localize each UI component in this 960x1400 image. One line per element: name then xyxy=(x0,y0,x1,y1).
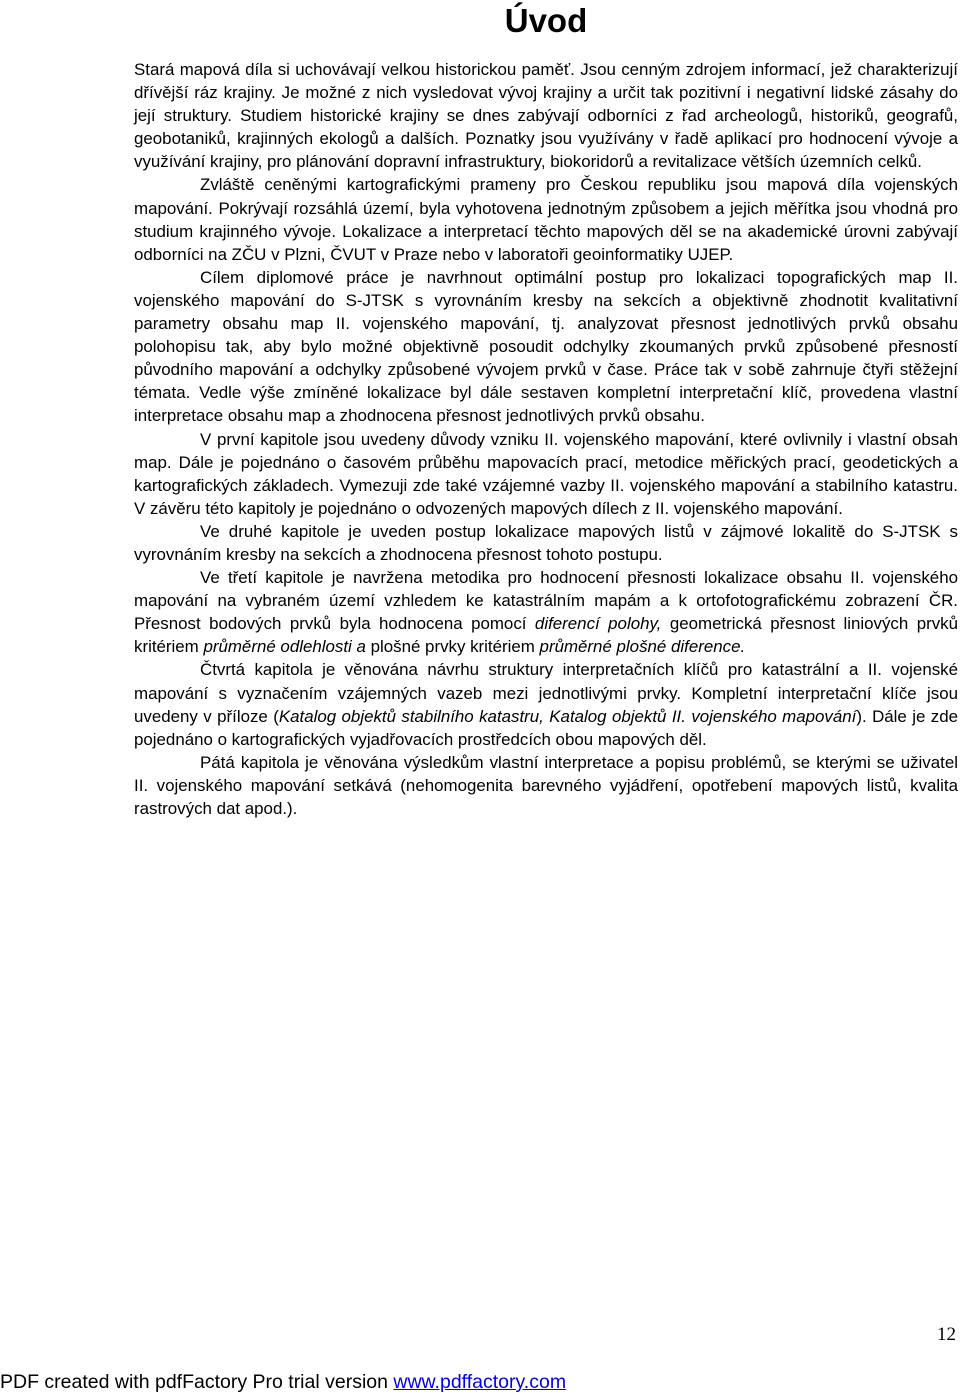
italic-text: průměrné plošné diference. xyxy=(539,637,746,657)
paragraph xyxy=(134,658,958,750)
text-run: ). Dále je zde pojednáno o kartografických vyjadřovacích prostředcích obou mapových děl. xyxy=(134,706,958,749)
text-run: V první kapitole jsou uvedeny důvody vzniku II. vojenského mapování, které ovlivnily i vlastní obsah map. Dále je pojednáno o časovém průběhu mapovacích prací, metodice měřických prací, geodetických a kartografických základech. Vymezuji zde také vzájemné vazby II. vojenského mapování a stabilního katastru. V závěru této kapitoly je pojednáno o odvozených mapových dílech z II. vojenského mapování. xyxy=(134,429,958,518)
paragraph xyxy=(134,173,958,265)
footer-text: PDF created with pdfFactory Pro trial version xyxy=(0,1371,394,1393)
paragraph xyxy=(134,428,958,520)
text-run: Stará mapová díla si uchovávají velkou historickou paměť. Jsou cenným zdrojem informací, jež charakterizují dřívější ráz krajiny. Je možné z nich vysledovat vývoj krajiny a určit tak pozitivní i negativní lidské zásahy do její struktury. Studiem historické krajiny se dnes zabývají odborníci z řad archeologů, historiků, geografů, geobotaniků, krajinných ekologů a dalších. Poznatky jsou využívány v řadě aplikací pro hodnocení vývoje a využívání krajiny, pro plánování dopravní infrastruktury, biokoridorů a revitalizace větších územních celků. xyxy=(134,60,958,172)
paragraph xyxy=(134,566,958,658)
text-run: Ve třetí kapitole je navržena metodika pro hodnocení přesnosti lokalizace obsahu II. vojenského mapování na vybraném území vzhledem ke katastrálním mapám a k ortofotografickému zobrazení ČR. Přesnost bodových prvků byla hodnocena pomocí xyxy=(134,568,958,634)
text-run: Ve druhé kapitole je uveden postup lokalizace mapových listů v zájmové lokalitě do S-JTSK s vyrovnáním kresby na sekcích a zhodnocena přesnost tohoto postupu. xyxy=(134,521,958,564)
text-run: geometrická přesnost liniových prvků kritériem xyxy=(134,614,959,657)
text-run: Cílem diplomové práce je navrhnout optimální postup pro lokalizaci topografických map II. vojenského mapování do S-JTSK s vyrovnáním kresby na sekcích a objektivně zhodnotit kvalitativní parametry obsahu map II. vojenského mapování, tj. analyzovat přesnost jednotlivých prvků obsahu polohopisu tak, aby bylo možné objektivně posoudit odchylky zkoumaných prvků způsobené přesností původního mapování a odchylky způsobené vývojem prvků v čase. Práce tak v sobě zahrnuje čtyři stěžejní témata. Vedle výše zmíněné lokalizace byl dále sestaven kompletní interpretační klíč, provedena vlastní interpretace obsahu map a zhodnocena přesnost jednotlivých prvků obsahu. xyxy=(134,267,958,426)
footer-link[interactable]: www.pdffactory.com xyxy=(393,1371,567,1393)
paragraph xyxy=(134,520,958,566)
document-body xyxy=(134,58,958,820)
paragraph xyxy=(134,266,958,428)
page-number: 12 xyxy=(937,1324,956,1345)
text-run: Čtvrtá kapitola je věnována návrhu struktury interpretačních klíčů pro katastrální a II. vojenské mapování s vyznačením vzájemných vazeb mezi jednotlivými prvky. Kompletní interpretační klíče jsou uvedeny v příloze ( xyxy=(134,660,958,726)
paragraph xyxy=(134,58,958,173)
text-run: Zvláště ceněnými kartografickými prameny pro Českou republiku jsou mapová díla vojenských mapování. Pokrývají rozsáhlá území, byla vyhotovena jednotným způsobem a jejich měřítka jsou vhodná pro studium krajinného vývoje. Lokalizace a interpretací těchto mapových děl se na akademické úrovni zabývají odborníci na ZČU v Plzni, ČVUT v Praze nebo v laboratoři geoinformatiky UJEP. xyxy=(134,175,958,264)
italic-text: diferencí polohy, xyxy=(534,614,662,634)
paragraph xyxy=(134,751,958,820)
page-title: Úvod xyxy=(504,2,588,39)
pdf-footer xyxy=(0,1371,566,1394)
italic-text: Katalog objektů stabilního katastru, Katalog objektů II. vojenského mapování xyxy=(278,706,857,726)
text-run: plošné prvky kritériem xyxy=(365,637,540,657)
italic-text: průměrné odlehlosti a xyxy=(203,637,366,657)
text-run: Pátá kapitola je věnována výsledkům vlastní interpretace a popisu problémů, se kterými se uživatel II. vojenského mapování setkává (nehomogenita barevného vyjádření, opotřebení mapových listů, kvalita rastrových dat apod.). xyxy=(134,752,958,818)
